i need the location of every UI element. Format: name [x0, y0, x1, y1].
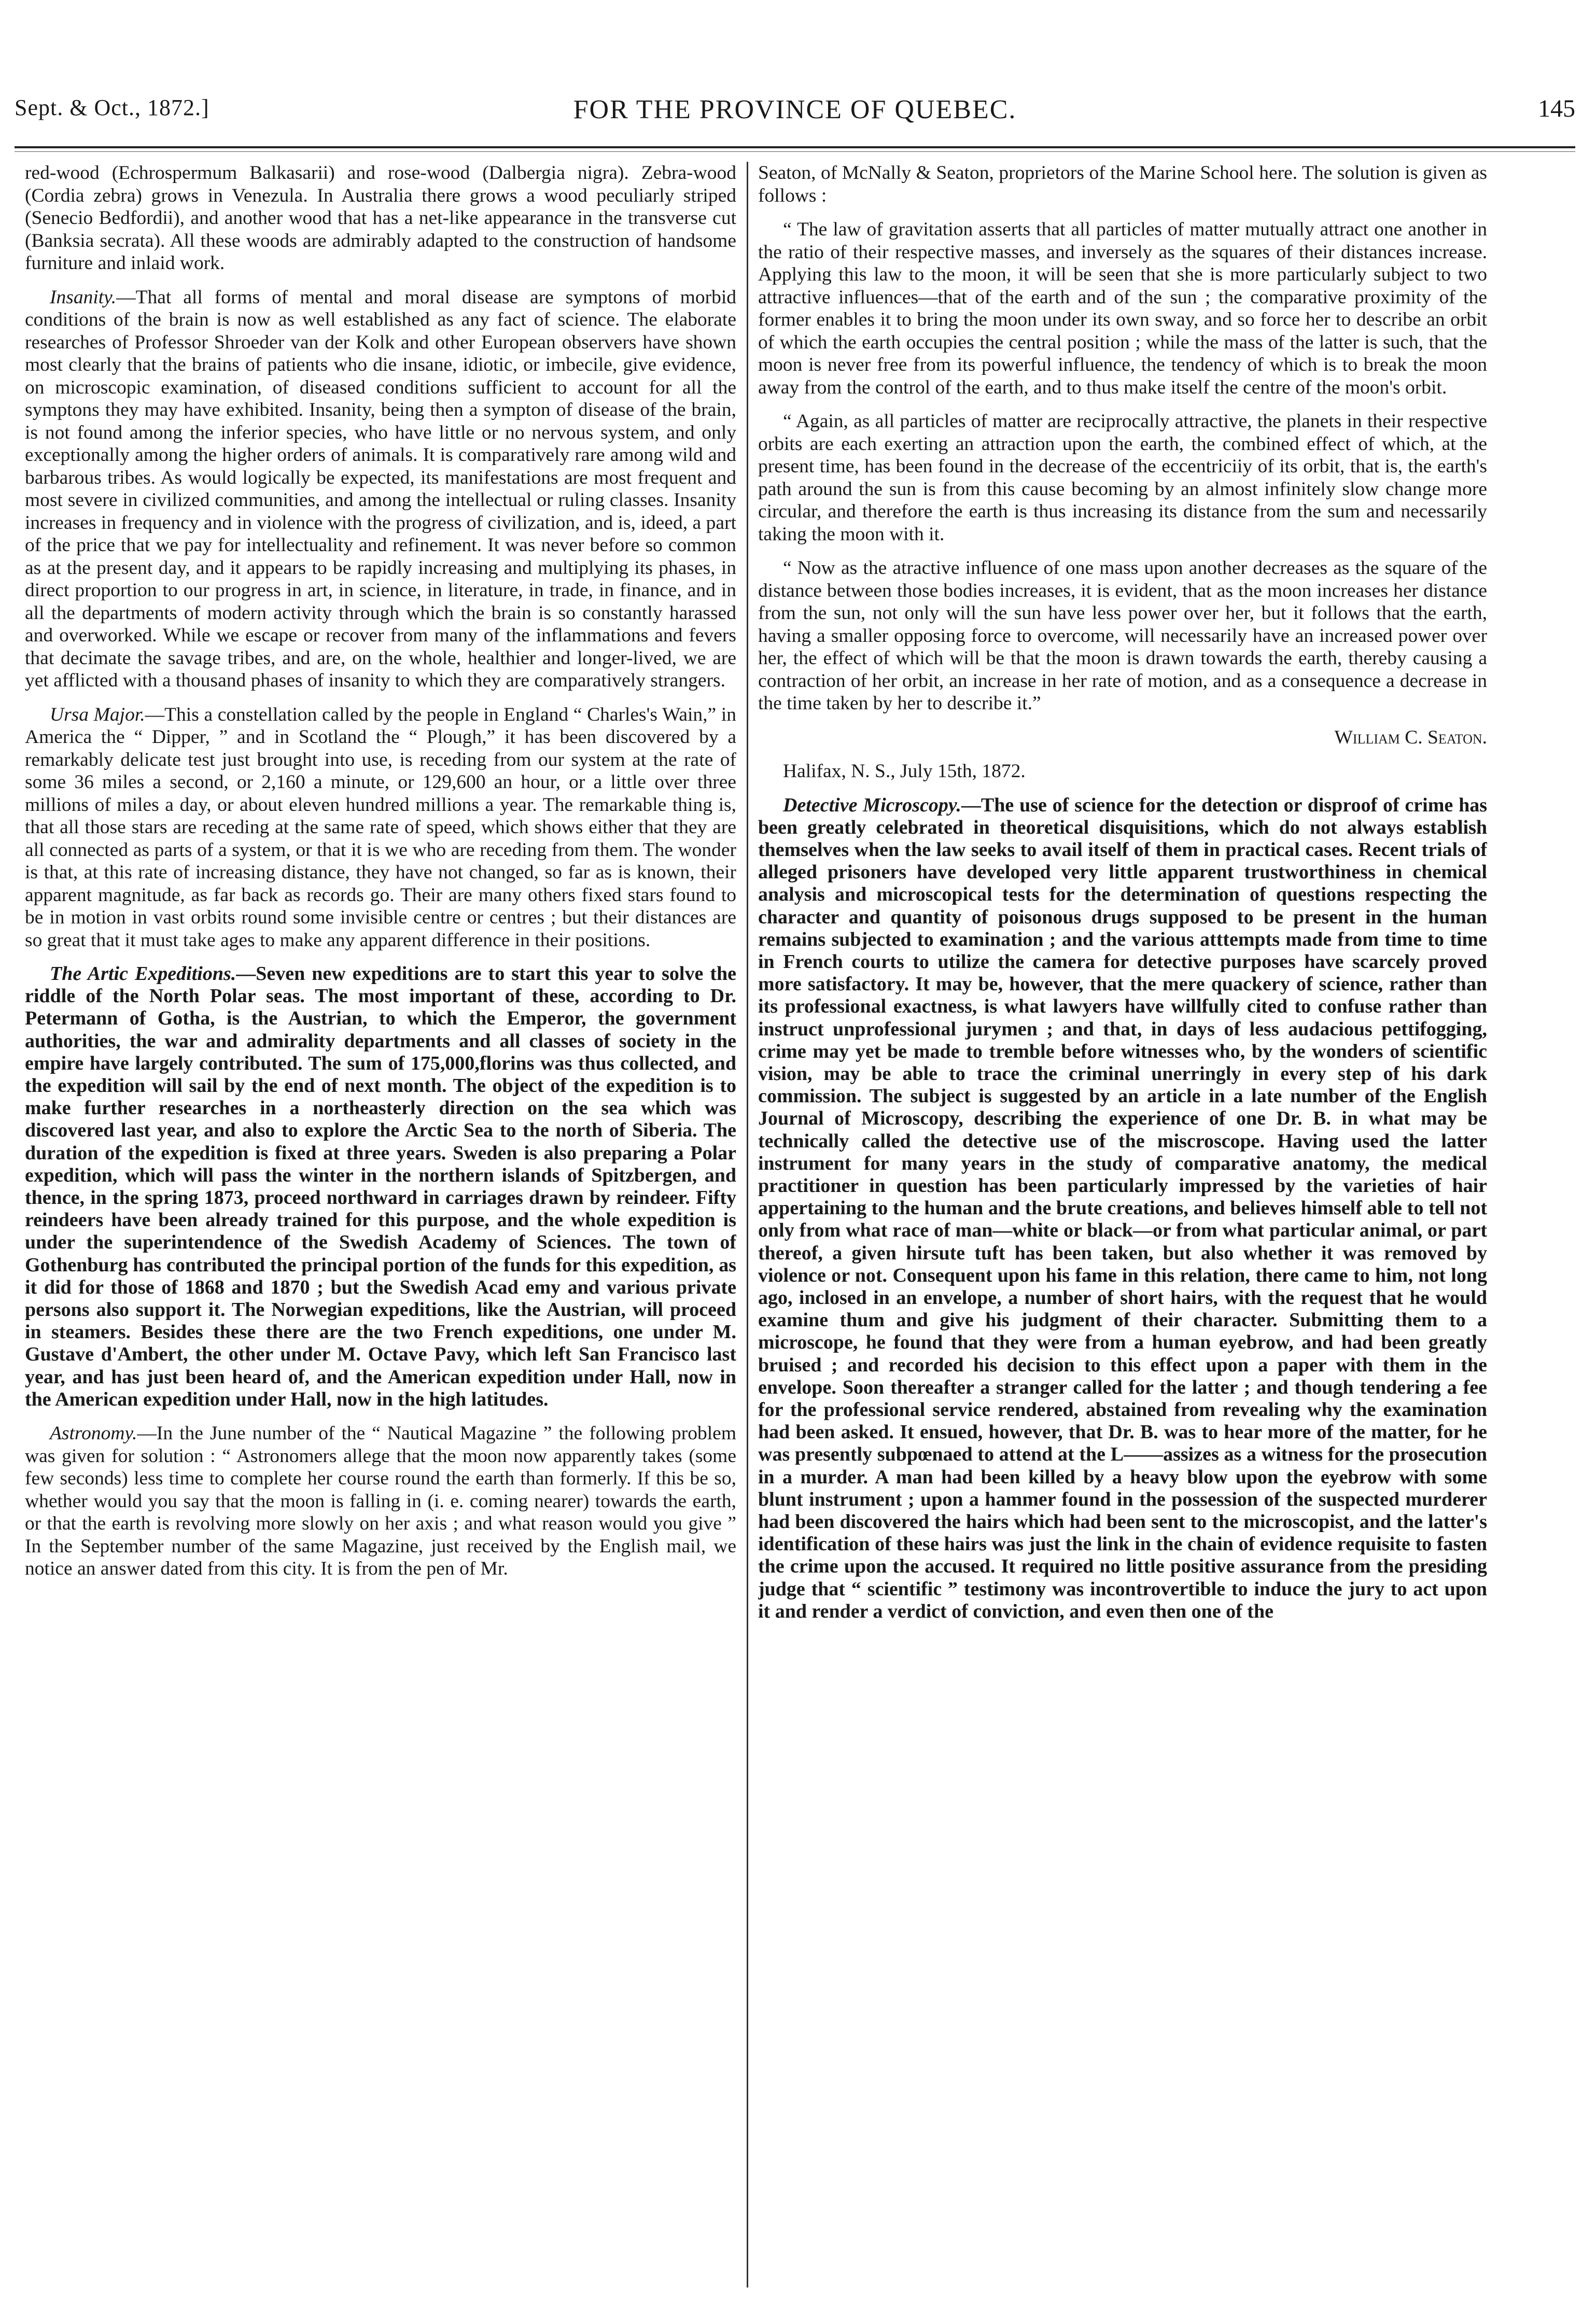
seaton-intro: Seaton, of McNally & Seaton, proprietors of the Marine School here. The solution is given as follows : — [758, 162, 1487, 206]
detective-text: —The use of science for the detection or disproof of crime has been greatly celebrated in theoretical disquisitions, which do not always establish themselves when the law seeks to avail itself of them in practical cases. Recent trials of alleged prisoners have developed very little apparent trustworthiness in chemical analysis and microscopical tests for the determination of questions respecting the character and quantity of poisonous drugs supposed to be present in the human remains subjected to examination ; and the various atttempts made from time to time in French courts to utilize the camera for detective purposes have scarcely proved more satisfactory. It may be, however, that the mere quackery of science, rather than its professional exactness, is what lawyers have willfully cited to confuse rather than instruct unprofessional jurymen ; and that, in days of less audacious pettifogging, crime may yet be made to tremble before witnesses who, by the wonders of scientific vision, may be able to trace the criminal unerringly in every step of his dark commission. The subject is suggested by an article in a late number of the English Journal of Microscopy, describing the experience of one Dr. B. in what may be technically called the detective use of the miscroscope. Having used the latter instrument for many years in the study of comparative anatomy, the medical practitioner in question has been particularly impressed by the varieties of hair appertaining to the human and the brute creations, and believes himself able to tell not only from what race of man—white or black—or from what particular animal, or part thereof, a given hirsute tuft has been taken, but also whether it was removed by violence or not. Consequent upon his fame in this relation, there came to him, not long ago, inclosed in an envelope, a number of short hairs, with the request that he would examine thum and give his judgment of their character. Submitting them to a microscope, he found that they were from a human eyebrow, and had been greatly bruised ; and recorded his decision to this effect upon a paper with them in the envelope. Soon thereafter a stranger called for the latter ; and though tendering a fee for the professional service rendered, abstained from revealing why the examination had been asked. It ensued, however, that Dr. B. was to hear more of the matter, for he was presently subpœnaed to attend at the L——assizes as a witness for the prosecution in a murder. A man had been killed by a heavy blow upon the eyebrow with some blunt instrument ; upon a hammer found in the possession of the suspected murderer had been discovered the hairs which had been sent to the microscopist, and the latter's identification of these hairs was just the link in the chain of evidence requisite to fasten the crime upon the accused. It required no little positive assurance from the presiding judge that “ scientific ” testimony was incontrovertible to induce the jury to act upon it and render a verdict of conviction, and even then one of the — [758, 794, 1487, 1622]
dateline: Halifax, N. S., July 15th, 1872. — [783, 761, 1026, 782]
quote-planets: “ Again, as all particles of matter are reciprocally attractive, the planets in their respective orbits are each exerting an attraction upon the earth, the combined effect of which, at the present time, has been found in the decrease of the eccentriciiy of its orbit, that is, the earth's path around the sun is from this cause becoming by an almost infinitely slow change more circular, and therefore the earth is thus increasing its distance from the sum and necessarily taking the moon with it. — [758, 411, 1487, 545]
detective-heading: Detective Microscopy. — [783, 794, 961, 816]
astronomy-text: —In the June number of the “ Nautical Magazine ” the following problem was given for solution : “ Astronomers allege that the moon now apparently takes (some few seconds) less time to complete her course round the earth than formerly. If this be so, whether would you say that the moon is falling in (i. e. coming nearer) towards the earth, or that the earth is revolving more slowly on her axis ; and what reason would you give ” In the September number of the same Magazine, just received by the English mail, we notice an answer dated from this city. It is from the pen of Mr. — [25, 1423, 736, 1580]
signature: William C. Seaton. — [1334, 726, 1487, 748]
quote-gravitation: “ The law of gravitation asserts that all particles of matter mutually attract one another in the ratio of their respective masses, and inversely as the squares of their distances increase. Applying this law to the moon, it will be seen that she is more particularly subject to two attractive influences—that of the earth and of the sun ; the comparative proximity of the former enables it to bring the moon under its own sway, and so force her to describe an orbit of which the earth occupies the central position ; while the mass of the latter is such, that the moon is never free from its powerful influence, the tendency of which is to break the moon away from the control of the earth, and to thus make itself the centre of the moon's orbit. — [758, 219, 1487, 398]
left-column — [25, 162, 736, 2288]
running-head — [15, 94, 1575, 128]
artic-text: —Seven new expeditions are to start this year to solve the riddle of the North Polar seas. The most important of these, according to Dr. Petermann of Gotha, is the Austrian, to which the Emperor, the government authorities, the war and admirality departments and all classes of society in the empire have largely contributed. The sum of 175,000,florins was thus collected, and the expedition will sail by the end of next month. The object of the expedition is to make further researches in a northeasterly direction on the sea which was discovered last year, and also to explore the Arctic Sea to the north of Siberia. The duration of the expedition is fixed at three years. Sweden is also preparing a Polar expedition, which will pass the winter in the northern islands of Spitzbergen, and thence, in the spring 1873, proceed northward in carriages drawn by reindeer. Fifty reindeers have been already trained for this purpose, and the whole expedition is under the superintendence of the Swedish Academy of Sciences. The town of Gothenburg has contributed the principal portion of the funds for this expedition, as it did for those of 1868 and 1870 ; but the Swedish Acad emy and various private persons also support it. The Norwegian expeditions, like the Austrian, will proceed in steamers. Besides these there are the two French expeditions, one under M. Gustave d'Ambert, the other under M. Octave Pavy, which left San Francisco last year, and has just been heard of, and the American expedition under Hall, now in the American expedition under Hall, now in the high latitudes. — [25, 963, 736, 1410]
insanity-heading: Insanity. — [50, 286, 117, 308]
artic-paragraph — [25, 963, 736, 1411]
astronomy-paragraph — [25, 1422, 736, 1580]
right-column — [758, 162, 1487, 2288]
artic-heading: The Artic Expeditions. — [50, 963, 236, 985]
detective-paragraph — [758, 794, 1487, 1623]
astronomy-heading: Astronomy. — [50, 1423, 137, 1444]
header-rule — [15, 146, 1575, 148]
ursa-major-heading: Ursa Major. — [50, 704, 145, 725]
insanity-paragraph — [25, 286, 736, 692]
ursa-major-text: —This a constellation called by the people in England “ Charles's Wain,” in America the “ Dipper, ” and in Scotland the “ Plough,” it has been discovered by a remarkably delicate test just brought into use, is receding from our system at the rate of some 36 miles a second, or 2,160 a minute, or 129,600 an hour, or a little over three millions of miles a day, or about eleven hundred millions a year. The remarkable thing is, that all those stars are receding at the same rate of speed, which shows either that they are all connected as parts of a system, or that it is we who are receding from them. The wonder is that, at this rate of increasing distance, they have not changed, so far as is known, their apparent magnitude, as far back as records go. Their are many others fixed stars found to be in motion in vast orbits round some invisible centre or centres ; but their distances are so great that it must take ages to make any apparent difference in their positions. — [25, 704, 736, 951]
woods-text: red-wood (Echrospermum Balkasarii) and rose-wood (Dalbergia nigra). Zebra-wood (Cordia zebra) grows in Venezula. In Australia there grows a wood peculiarly striped (Senecio Bedfordii), and another wood that has a net-like appearance in the transverse cut (Banksia secrata). All these woods are admirably adapted to the construction of handsome furniture and inlaid work. — [25, 162, 736, 274]
insanity-text: —That all forms of mental and moral disease are symptons of morbid conditions of the brain is now as well established as any fact of science. The elaborate researches of Professor Shroeder van der Kolk and other European observers have shown most clearly that the brains of patients who die insane, idiotic, or imbecile, give evidence, on microscopic examination, of diseased conditions sufficient to account for all the symptons they may have exhibited. Insanity, being then a sympton of disease of the brain, is not found among the inferior species, who have little or no nervous system, and only exceptionally among the higher orders of animals. It is comparatively rare among wild and barbarous tribes. As would logically be expected, its manifestations are most frequent and most severe in civilized communities, and among the intellectual or ruling classes. Insanity increases in frequency and in violence with the progress of civilization, and is, ideed, a part of the price that we pay for intellectuality and refinement. It was never before so common as at the present day, and it appears to be rapidly increasing and multiplying its phases, in direct proportion to our progress in art, in science, in literature, in trade, in finance, and in all the departments of modern activity through which the brain is so constantly harassed and overworked. While we escape or recover from many of the inflammations and fevers that decimate the savage tribes, and are, on the whole, healthier and longer-lived, we are yet afflicted with a thousand phases of insanity to which they are comparatively strangers. — [25, 286, 736, 691]
issue-date: Sept. & Oct., 1872.] — [15, 95, 209, 120]
quote-attraction: “ Now as the atractive influence of one mass upon another decreases as the square of the distance between those bodies increases, it is evident, that as the moon increases her distance from the sun, not only will the sun have less power over her, but it follows that the earth, having a smaller opposing force to overcome, will necessarily have an increased power over her, the effect of which will be that the moon is drawn towards the earth, thereby causing a contraction of her orbit, an increase in her rate of motion, and as a consequence a decrease in the time taken by her to describe it.” — [758, 557, 1487, 714]
header-rule-thin — [15, 151, 1575, 152]
column-divider — [747, 162, 748, 2288]
page-number: 145 — [1538, 95, 1575, 122]
journal-title: FOR THE PROVINCE OF QUEBEC. — [573, 95, 1017, 124]
ursa-major-paragraph — [25, 704, 736, 952]
woods-paragraph — [25, 162, 736, 275]
